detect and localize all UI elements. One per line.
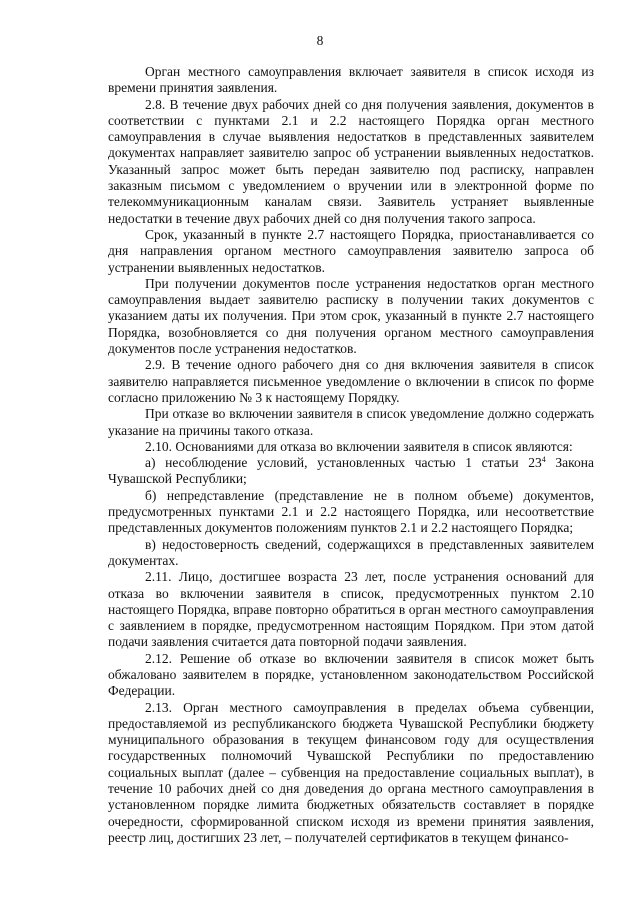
paragraph-receipt-issue: При получении документов после устранения недостатков орган местного самоуправления выдает заявителю расписку в получении таких документов с указанием даты их получения. При этом срок, указанный в пункте 2.7 настоящего Порядка, возобновляется со дня получения органом местного самоуправления документов после устранения недостатков. bbox=[108, 275, 594, 357]
paragraph-2-9: 2.9. В течение одного рабочего дня со дня включения заявителя в список заявителю направляется письменное уведомление о включении в список по форме согласно приложению № 3 к настоящему Порядку. bbox=[108, 357, 594, 405]
paragraph-2-13: 2.13. Орган местного самоуправления в пределах объема субвенции, предоставляемой из республиканского бюджета Чувашской Республики бюджету муниципального образования в текущем финансовом году для осуществления государственных полномочий Чувашской Республики по предоставлению социальных выплат (далее – субвенция на предоставление социальных выплат), в течение 10 рабочих дней со дня доведения до органа местного самоуправления в установленном порядке лимита бюджетных обязательств составляет в порядке очередности, сформированной списком исходя из времени принятия заявления, реестр лиц, достигших 23 лет, – получателей сертификатов в текущем финансо- bbox=[108, 699, 594, 845]
paragraph-item-a bbox=[108, 455, 594, 488]
paragraph-2-8: 2.8. В течение двух рабочих дней со дня получения заявления, документов в соответствии с пунктами 2.1 и 2.2 настоящего Порядка орган местного самоуправления в случае выявления недостатков в представленных заявителем документах направляет заявителю запрос об устранении выявленных недостатков. Указанный запрос может быть передан заявителю под расписку, направлен заказным письмом с уведомлением о вручении или в электронной форме по телекоммуникационным каналам связи. Заявитель устраняет выявленные недостатки в течение двух рабочих дней со дня получения такого запроса. bbox=[108, 96, 594, 226]
paragraph-term-suspension: Срок, указанный в пункте 2.7 настоящего Порядка, приостанавливается со дня направления органом местного самоуправления заявителю запроса об устранении выявленных недостатков. bbox=[108, 226, 594, 275]
paragraph-refusal-notice: При отказе во включении заявителя в список уведомление должно содержать указание на причины такого отказа. bbox=[108, 406, 594, 438]
paragraph-item-v: в) недостоверность сведений, содержащихся в представленных заявителем документах. bbox=[108, 536, 594, 568]
item-a-text-end: Закона Чувашской Республики; bbox=[108, 455, 594, 487]
paragraph-2-12: 2.12. Решение об отказе во включении заявителя в список может быть обжаловано заявителем в порядке, установленном законодательством Российской Федерации. bbox=[108, 650, 594, 699]
paragraph-item-b: б) непредставление (представление не в полном объеме) документов, предусмотренных пунктами 2.1 и 2.2 настоящего Порядка, или несоответствие представленных документов положениям пунктов 2.1 и 2.2 настоящего Порядка; bbox=[108, 487, 594, 536]
item-a-superscript: 4 bbox=[541, 455, 546, 465]
item-a-text: а) несоблюдение условий, установленных частью 1 статьи 23 bbox=[145, 455, 542, 471]
paragraph-inclusion-by-time: Орган местного самоуправления включает заявителя в список исходя из времени принятия заявления. bbox=[108, 64, 594, 96]
paragraph-2-10: 2.10. Основаниями для отказа во включении заявителя в список являются: bbox=[145, 438, 573, 454]
page-number: 8 bbox=[316, 33, 324, 48]
document-body bbox=[108, 64, 594, 846]
paragraph-2-11: 2.11. Лицо, достигшее возраста 23 лет, после устранения оснований для отказа во включении заявителя в список, предусмотренных пунктом 2.10 настоящего Порядка, вправе повторно обратиться в орган местного самоуправления с заявлением в порядке, предусмотренном настоящим Порядком. При этом датой подачи заявления считается дата повторной подачи заявления. bbox=[108, 569, 594, 650]
